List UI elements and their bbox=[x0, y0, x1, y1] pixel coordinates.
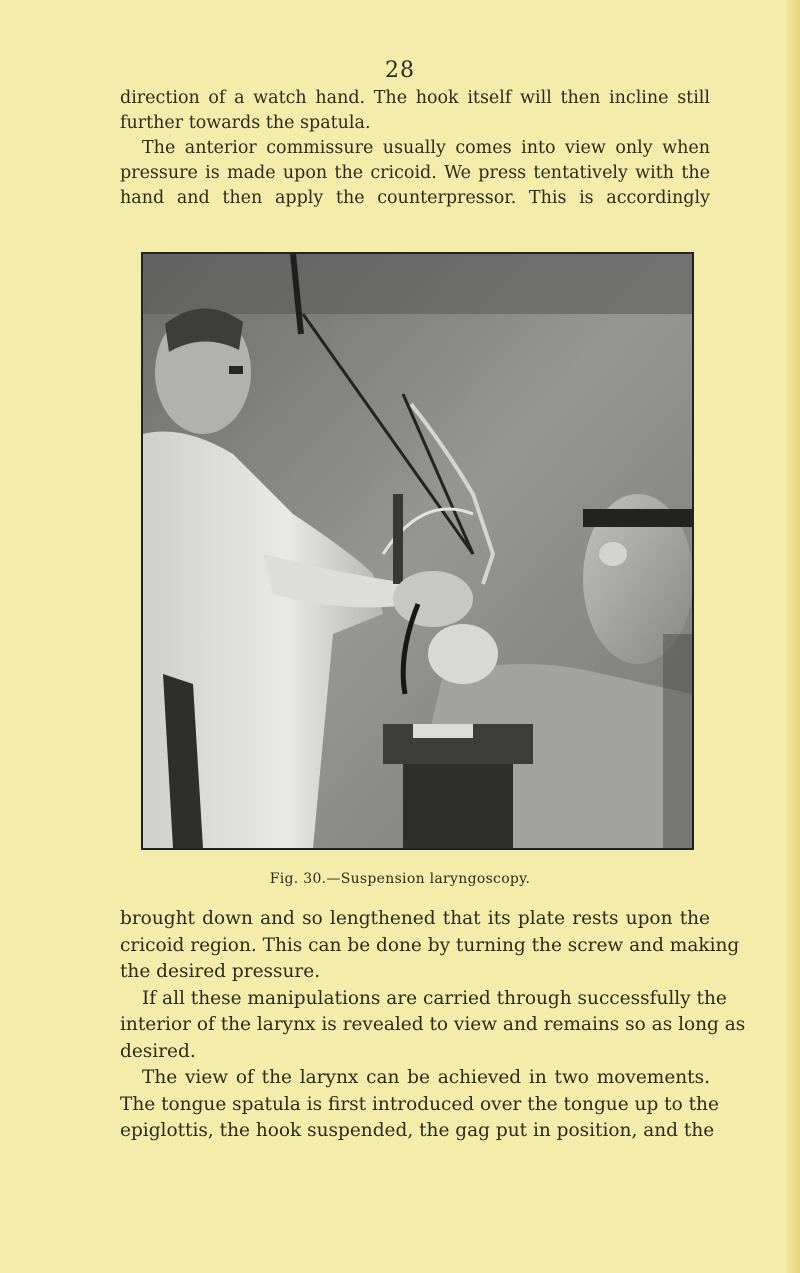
text-line: pressure is made upon the cricoid. We press tentatively with the bbox=[120, 163, 710, 183]
text-line: further towards the spatula. bbox=[120, 113, 371, 133]
figure-caption: Fig. 30.—Suspension laryngoscopy. bbox=[269, 871, 531, 887]
bottom-paragraph bbox=[120, 906, 746, 1145]
text-line: brought down and so lengthened that its plate rests upon the bbox=[120, 908, 710, 929]
suspension-laryngoscopy-photo bbox=[143, 254, 692, 848]
page-edge bbox=[786, 0, 800, 1273]
top-paragraph bbox=[120, 86, 710, 211]
figure-photograph bbox=[141, 252, 694, 850]
text-line: If all these manipulations are carried through successfully the bbox=[142, 987, 727, 1009]
text-line: epiglottis, the hook suspended, the gag put in position, and the bbox=[120, 1120, 715, 1141]
text-line: desired. bbox=[120, 1040, 196, 1062]
page-number: 28 bbox=[385, 58, 415, 83]
text-line: The tongue spatula is first introduced over the tongue up to the bbox=[120, 1093, 719, 1115]
text-line: The anterior commissure usually comes into view only when bbox=[142, 138, 710, 158]
text-line: the desired pressure. bbox=[120, 961, 321, 982]
text-line: cricoid region. This can be done by turning the screw and making bbox=[120, 934, 740, 956]
text-line: interior of the larynx is revealed to view and remains so as long as bbox=[120, 1014, 746, 1035]
text-line: hand and then apply the counterpressor. This is accordingly bbox=[120, 188, 710, 208]
text-line: direction of a watch hand. The hook itself will then incline still bbox=[120, 88, 710, 108]
text-line: The view of the larynx can be achieved in two movements. bbox=[142, 1067, 710, 1088]
